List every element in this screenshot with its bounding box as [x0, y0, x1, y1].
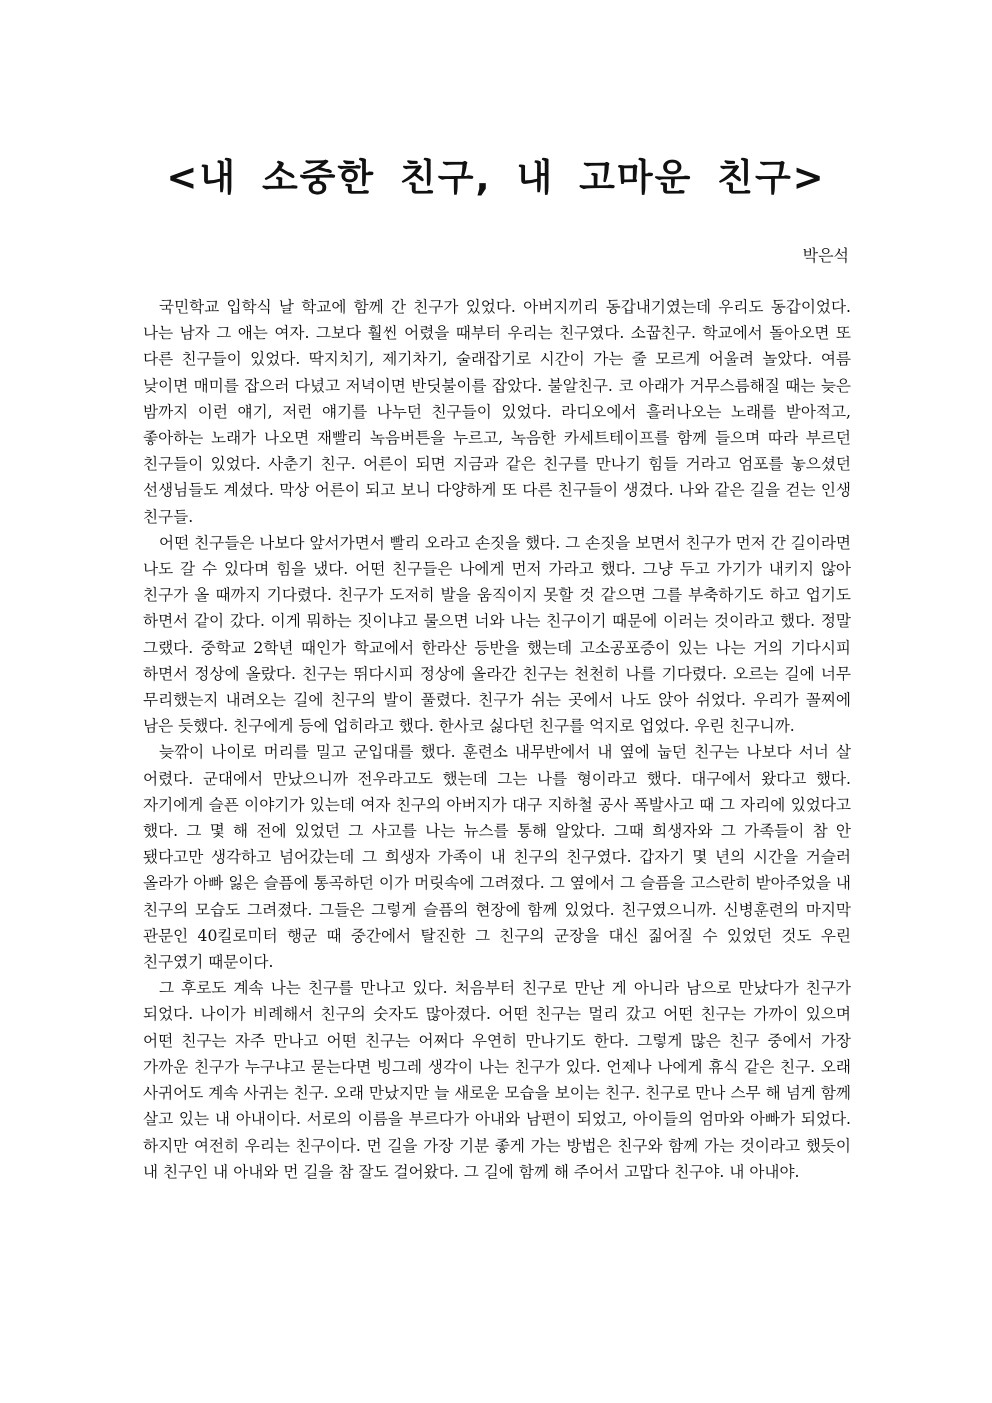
paragraph: 그 후로도 계속 나는 친구를 만나고 있다. 처음부터 친구로 만난 게 아니라 남으로 만났다가 친구가 되었다. 나이가 비례해서 친구의 숫자도 많아졌다. 어떤 친구는 멀리 갔고 어떤 친구는 가까이 있으며 어떤 친구는 자주 만나고 어떤 친구는 어쩌다 우연히 만나기도 한다. 그렇게 많은 친구 중에서 가장 가까운 친구가 누구냐고 묻는다면 빙그레 생각이 나는 친구가 있다. 언제나 나에게 휴식 같은 친구. 오래 사귀어도 계속 사귀는 친구. 오래 만났지만 늘 새로운 모습을 보이는 친구. 친구로 만나 스무 해 넘게 함께 살고 있는 내 아내이다. 서로의 이름을 부르다가 아내와 남편이 되었고, 아이들의 엄마와 아빠가 되었다. 하지만 여전히 우리는 친구이다. 먼 길을 가장 기분 좋게 가는 방법은 친구와 함께 가는 것이라고 했듯이 내 친구인 내 아내와 먼 길을 참 잘도 걸어왔다. 그 길에 함께 해 주어서 고맙다 친구야. 내 아내야.	[143, 979, 851, 1181]
paragraph: 늦깎이 나이로 머리를 밀고 군입대를 했다. 훈련소 내무반에서 내 옆에 눕던 친구는 나보다 서너 살 어렸다. 군대에서 만났으니까 전우라고도 했는데 그는 나를 형이라고 했다. 대구에서 왔다고 했다. 자기에게 슬픈 이야기가 있는데 여자 친구의 아버지가 대구 지하철 공사 폭발사고 때 그 자리에 있었다고 했다. 그 몇 해 전에 있었던 그 사고를 나는 뉴스를 통해 알았다. 그때 희생자와 그 가족들이 참 안 됐다고만 생각하고 넘어갔는데 그 희생자 가족이 내 친구의 친구였다. 갑자기 몇 년의 시간을 거슬러 올라가 아빠 잃은 슬픔에 통곡하던 이가 머릿속에 그려졌다. 그 옆에서 그 슬픔을 고스란히 받아주었을 내 친구의 모습도 그려졌다. 그들은 그렇게 슬픔의 현장에 함께 있었다. 친구였으니까. 신병훈련의 마지막 관문인 40킬로미터 행군 때 중간에서 탈진한 그 친구의 군장을 대신 짊어질 수 있었던 것도 우린 친구였기 때문이다.	[143, 743, 851, 972]
paragraph: 어떤 친구들은 나보다 앞서가면서 빨리 오라고 손짓을 했다. 그 손짓을 보면서 친구가 먼저 간 길이라면 나도 갈 수 있다며 힘을 냈다. 어떤 친구들은 나에게 먼저 가라고 했다. 그냥 두고 가기가 내키지 않아 친구가 올 때까지 기다렸다. 친구가 도저히 발을 움직이지 못할 것 같으면 그를 부축하기도 하고 업기도 하면서 같이 갔다. 이게 뭐하는 짓이냐고 물으면 너와 나는 친구이기 때문에 이러는 것이라고 했다. 정말 그랬다. 중학교 2학년 때인가 학교에서 한라산 등반을 했는데 고소공포증이 있는 나는 거의 기다시피 하면서 정상에 올랐다. 친구는 뛰다시피 정상에 올라간 친구는 천천히 나를 기다렸다. 오르는 길에 너무 무리했는지 내려오는 길에 친구의 발이 풀렸다. 친구가 쉬는 곳에서 나도 앉아 쉬었다. 우리가 꼴찌에 남은 듯했다. 친구에게 등에 업히라고 했다. 한사코 싫다던 친구를 억지로 업었다. 우린 친구니까.	[143, 533, 851, 736]
essay-body	[143, 294, 851, 1185]
document-title: <내 소중한 친구, 내 고마운 친구>	[166, 156, 826, 199]
paragraph: 국민학교 입학식 날 학교에 함께 간 친구가 있었다. 아버지끼리 동갑내기였는데 우리도 동갑이었다. 나는 남자 그 애는 여자. 그보다 훨씬 어렸을 때부터 우리는 친구였다. 소꿉친구. 학교에서 돌아오면 또 다른 친구들이 있었다. 딱지치기, 제기차기, 술래잡기로 시간이 가는 줄 모르게 어울려 놀았다. 여름 낮이면 매미를 잡으러 다녔고 저녁이면 반딧불이를 잡았다. 불알친구. 코 아래가 거무스름해질 때는 늦은 밤까지 이런 얘기, 저런 얘기를 나누던 친구들이 있었다. 라디오에서 흘러나오는 노래를 받아적고, 좋아하는 노래가 나오면 재빨리 녹음버튼을 누르고, 녹음한 카세트테이프를 함께 들으며 따라 부르던 친구들이 있었다. 사춘기 친구. 어른이 되면 지금과 같은 친구를 만나기 힘들 거라고 엄포를 놓으셨던 선생님들도 계셨다. 막상 어른이 되고 보니 다양하게 또 다른 친구들이 생겼다. 나와 같은 길을 걷는 인생 친구들.	[143, 298, 851, 526]
author-name: 박은석	[802, 246, 849, 265]
